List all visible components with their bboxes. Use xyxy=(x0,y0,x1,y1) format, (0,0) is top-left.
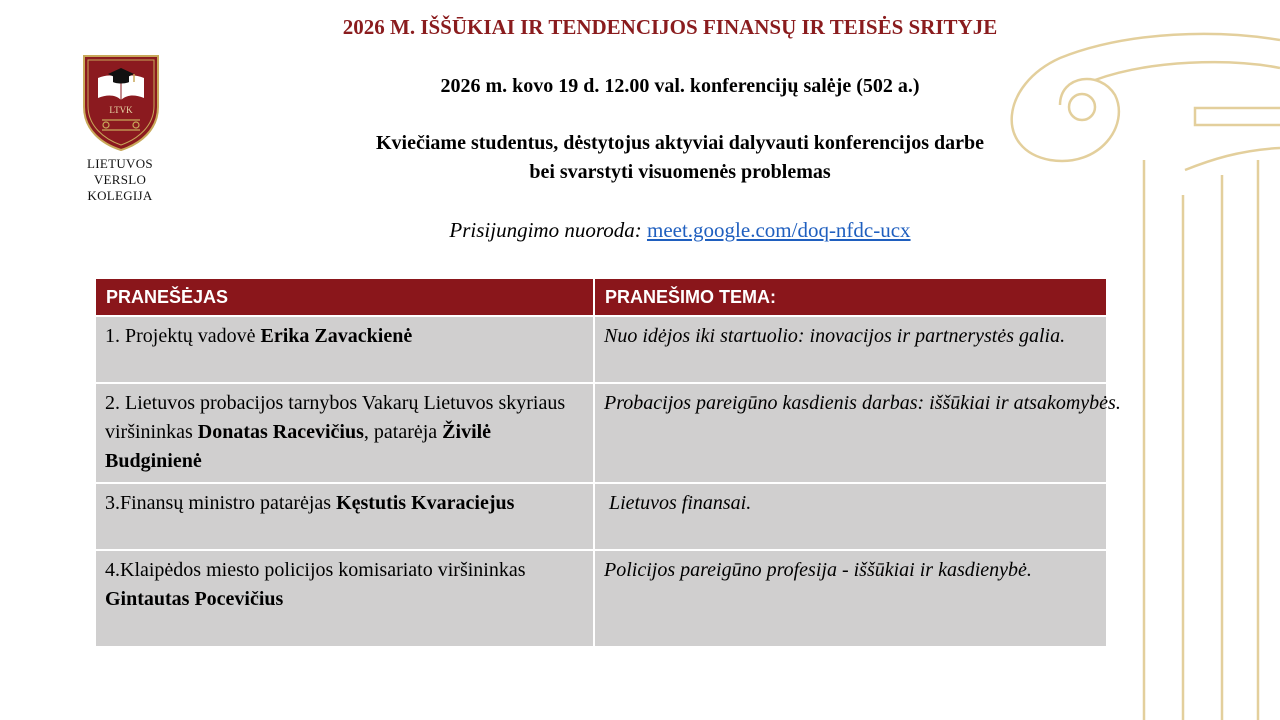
column-header-topic: PRANEŠIMO TEMA: xyxy=(594,279,1106,316)
college-logo xyxy=(80,52,162,157)
topic-cell xyxy=(594,550,1106,646)
topic-text: Nuo idėjos iki startuolio: inovacijos ir partnerystės galia. xyxy=(604,325,1066,347)
speaker-role: 1. Projektų vadovė xyxy=(105,325,261,347)
speaker-role: 2. Lietuvos probacijos tarnybos Vakarų Lietuvos skyriaus viršininkas xyxy=(105,392,566,443)
speaker-role: , patarėja xyxy=(363,421,443,443)
join-link-label: Prisijungimo nuoroda: xyxy=(449,218,642,242)
speaker-name: Kęstutis Kvaraciejus xyxy=(336,492,515,514)
speaker-role: 4.Klaipėdos miesto policijos komisariato viršininkas xyxy=(105,559,526,581)
join-meeting-link[interactable]: meet.google.com/doq-nfdc-ucx xyxy=(646,218,911,242)
speaker-name: Erika Zavackienė xyxy=(260,325,413,347)
speaker-name: Živilė Budginienė xyxy=(105,421,492,472)
speaker-cell xyxy=(96,383,594,483)
table-row xyxy=(96,550,1106,646)
speakers-table xyxy=(96,279,1121,646)
speaker-cell xyxy=(96,316,594,383)
topic-cell xyxy=(594,316,1106,383)
logo-emblem-text: LTVK xyxy=(109,105,133,115)
column-header-speaker: PRANEŠĖJAS xyxy=(96,279,594,316)
invitation-line: Kviečiame studentus, dėstytojus aktyviai dalyvauti konferencijos darbe xyxy=(376,132,984,154)
join-link-line xyxy=(180,216,1180,245)
college-name-line: KOLEGIJA xyxy=(87,188,153,203)
conference-title: 2026 M. IŠŠŪKIAI IR TENDENCIJOS FINANSŲ IR TEISĖS SRITYJE xyxy=(342,15,998,39)
invitation-text xyxy=(180,129,1180,187)
speaker-cell xyxy=(96,550,594,646)
college-name xyxy=(70,156,170,204)
table-row xyxy=(96,316,1106,383)
topic-cell xyxy=(594,483,1106,550)
speaker-role: 3.Finansų ministro patarėjas xyxy=(105,492,337,514)
table-row xyxy=(96,383,1106,483)
college-name-line: VERSLO xyxy=(93,172,147,187)
college-name-line: LIETUVOS xyxy=(87,156,153,171)
speaker-name: Gintautas Pocevičius xyxy=(105,588,284,610)
table-row xyxy=(96,483,1106,550)
college-crest-icon xyxy=(80,52,162,152)
topic-text: Probacijos pareigūno kasdienis darbas: iššūkiai ir atsakomybės. xyxy=(604,392,1121,414)
topic-text: Policijos pareigūno profesija - iššūkiai ir kasdienybė. xyxy=(604,559,1032,581)
topic-text: Lietuvos finansai. xyxy=(604,492,752,514)
speaker-name: Donatas Racevičius xyxy=(197,421,364,443)
invitation-line: bei svarstyti visuomenės problemas xyxy=(529,161,831,183)
conference-datetime: 2026 m. kovo 19 d. 12.00 val. konferencijų salėje (502 a.) xyxy=(440,75,920,97)
speaker-cell xyxy=(96,483,594,550)
topic-cell xyxy=(594,383,1121,483)
table-header-row xyxy=(96,279,1106,316)
